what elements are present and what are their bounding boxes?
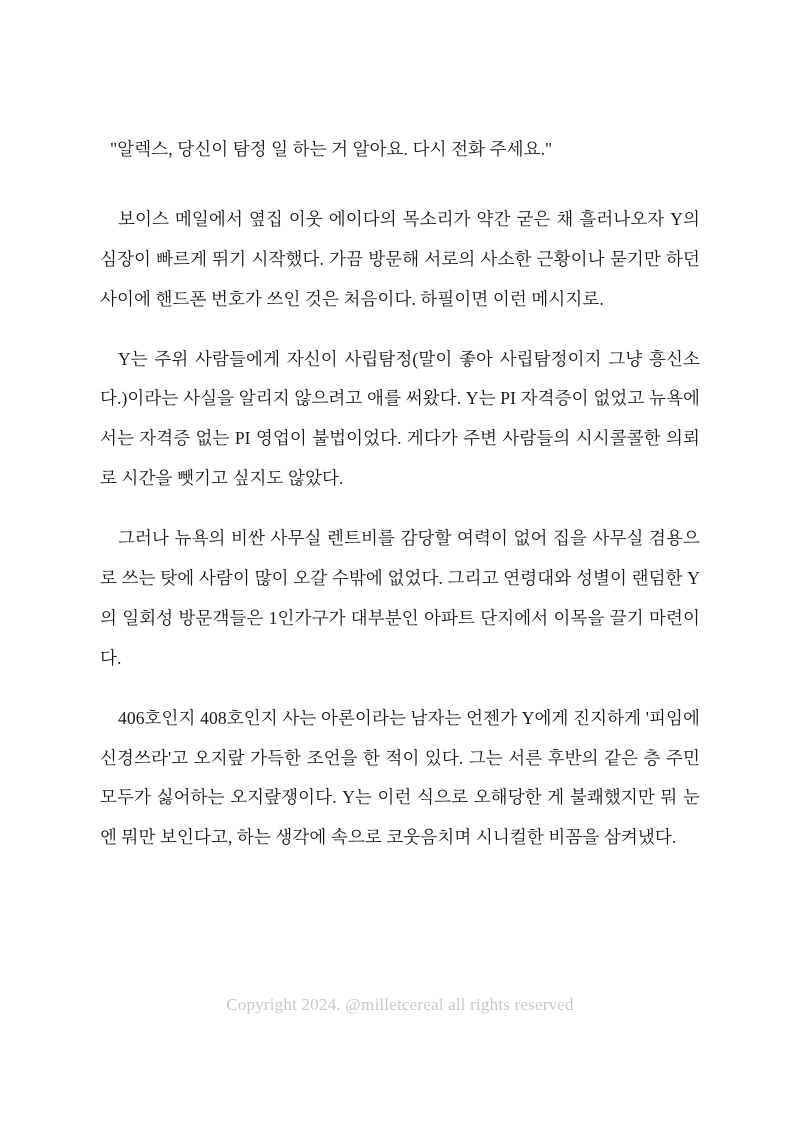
document-body [100,130,700,858]
copyright-footer: Copyright 2024. @milletcereal all rights reserved [226,995,574,1014]
paragraph-2: Y는 주위 사람들에게 자신이 사립탐정(말이 좋아 사립탐정이지 그냥 흥신소다.)이라는 사실을 알리지 않으려고 애를 써왔다. Y는 PI 자격증이 없었고 뉴욕에서는 자격증 없는 PI 영업이 불법이었다. 게다가 주변 사람들의 시시콜콜한 의뢰로 시간을 뺏기고 싶지도 않았다. [100,348,700,489]
paragraph-quote: "알렉스, 당신이 탐정 일 하는 거 알아요. 다시 전화 주세요." [110,139,553,159]
paragraph-4: 406호인지 408호인지 사는 아론이라는 남자는 언젠가 Y에게 진지하게 '피임에 신경쓰라'고 오지랖 가득한 조언을 한 적이 있다. 그는 서른 후반의 같은 층 주민 모두가 싫어하는 오지랖쟁이다. Y는 이런 식으로 오해당한 게 불쾌했지만 뭐 눈엔 뭐만 보인다고, 하는 생각에 속으로 코웃음치며 시니컬한 비꼼을 삼켜냈다. [100,707,700,848]
paragraph-3: 그러나 뉴욕의 비싼 사무실 렌트비를 감당할 여력이 없어 집을 사무실 겸용으로 쓰는 탓에 사람이 많이 오갈 수밖에 없었다. 그리고 연령대와 성별이 랜덤한 Y의 일회성 방문객들은 1인가구가 대부분인 아파트 단지에서 이목을 끌기 마련이다. [100,528,700,668]
paragraph-1: 보이스 메일에서 옆집 이웃 에이다의 목소리가 약간 굳은 채 흘러나오자 Y의 심장이 빠르게 뛰기 시작했다. 가끔 방문해 서로의 사소한 근황이나 묻기만 하던 사이에 핸드폰 번호가 쓰인 것은 처음이다. 하필이면 이런 메시지로. [100,208,700,309]
